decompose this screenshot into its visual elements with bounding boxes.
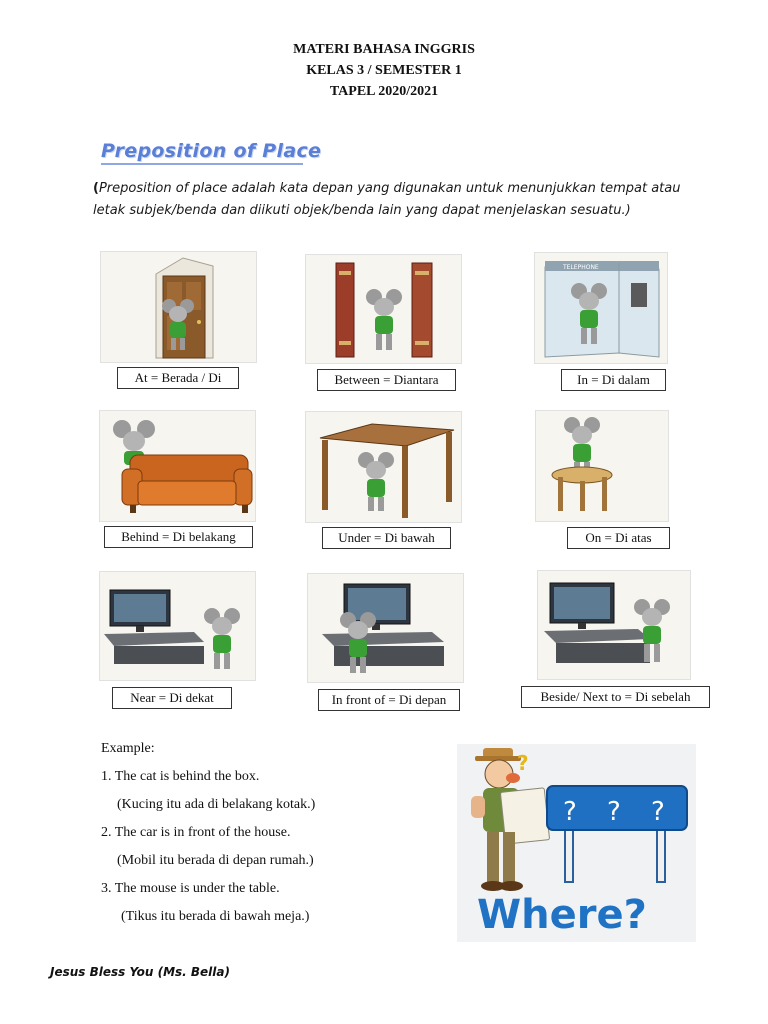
- page-title: Preposition of Place: [101, 140, 322, 162]
- example-line-5: 3. The mouse is under the table.: [101, 881, 280, 896]
- where-illustration: [457, 744, 696, 942]
- example-line-1: 1. The cat is behind the box.: [101, 769, 260, 784]
- title-underline: [101, 163, 303, 165]
- illustration-door: [100, 251, 257, 363]
- header-line-2: KELAS 3 / SEMESTER 1: [306, 63, 462, 78]
- illustration-in-front-of: [307, 573, 464, 683]
- illustration-in: [534, 252, 668, 364]
- example-line-6: (Tikus itu berada di bawah meja.): [121, 909, 310, 924]
- illustration-on: [535, 410, 669, 522]
- example-line-3: 2. The car is in front of the house.: [101, 825, 291, 840]
- illustration-behind: [99, 410, 256, 522]
- caption-in-front-of: In front of = Di depan: [318, 689, 460, 711]
- header-line-3: TAPEL 2020/2021: [329, 84, 439, 99]
- explorer-icon: [471, 748, 550, 891]
- intro-text: Preposition of place adalah kata depan yang digunakan untuk menunjukkan tempat atau letak subjek/benda dan diikuti objek/benda lain yang dapat menjelaskan sesuatu.): [93, 181, 681, 218]
- sign-mark-2: ?: [607, 797, 621, 827]
- caption-under: Under = Di bawah: [322, 527, 451, 549]
- caption-behind: Behind = Di belakang: [104, 526, 253, 548]
- example-line-2: (Kucing itu ada di belakang kotak.): [117, 797, 316, 812]
- booth-sign-label: TELEPHONE: [563, 264, 599, 271]
- illustration-beside: [537, 570, 691, 680]
- sign-mark-3: ?: [651, 797, 665, 827]
- caption-at: At = Berada / Di: [117, 367, 239, 389]
- illustration-between: [305, 254, 462, 364]
- caption-on: On = Di atas: [567, 527, 670, 549]
- example-line-4: (Mobil itu berada di depan rumah.): [117, 853, 314, 868]
- caption-near: Near = Di dekat: [112, 687, 232, 709]
- example-heading: Example:: [101, 741, 155, 756]
- caption-beside: Beside/ Next to = Di sebelah: [521, 686, 710, 708]
- header-line-1: MATERI BAHASA INGGRIS: [293, 42, 475, 57]
- where-word: Where?: [477, 892, 647, 938]
- illustration-near: [99, 571, 256, 681]
- sign-mark-1: ?: [563, 797, 577, 827]
- caption-between: Between = Diantara: [317, 369, 456, 391]
- caption-in: In = Di dalam: [561, 369, 666, 391]
- question-bubble-icon: ?: [517, 751, 529, 775]
- intro-paragraph: [93, 178, 703, 222]
- intro-open-paren: (: [93, 181, 99, 196]
- footer-note: Jesus Bless You (Ms. Bella): [50, 965, 230, 979]
- illustration-under: [305, 411, 462, 523]
